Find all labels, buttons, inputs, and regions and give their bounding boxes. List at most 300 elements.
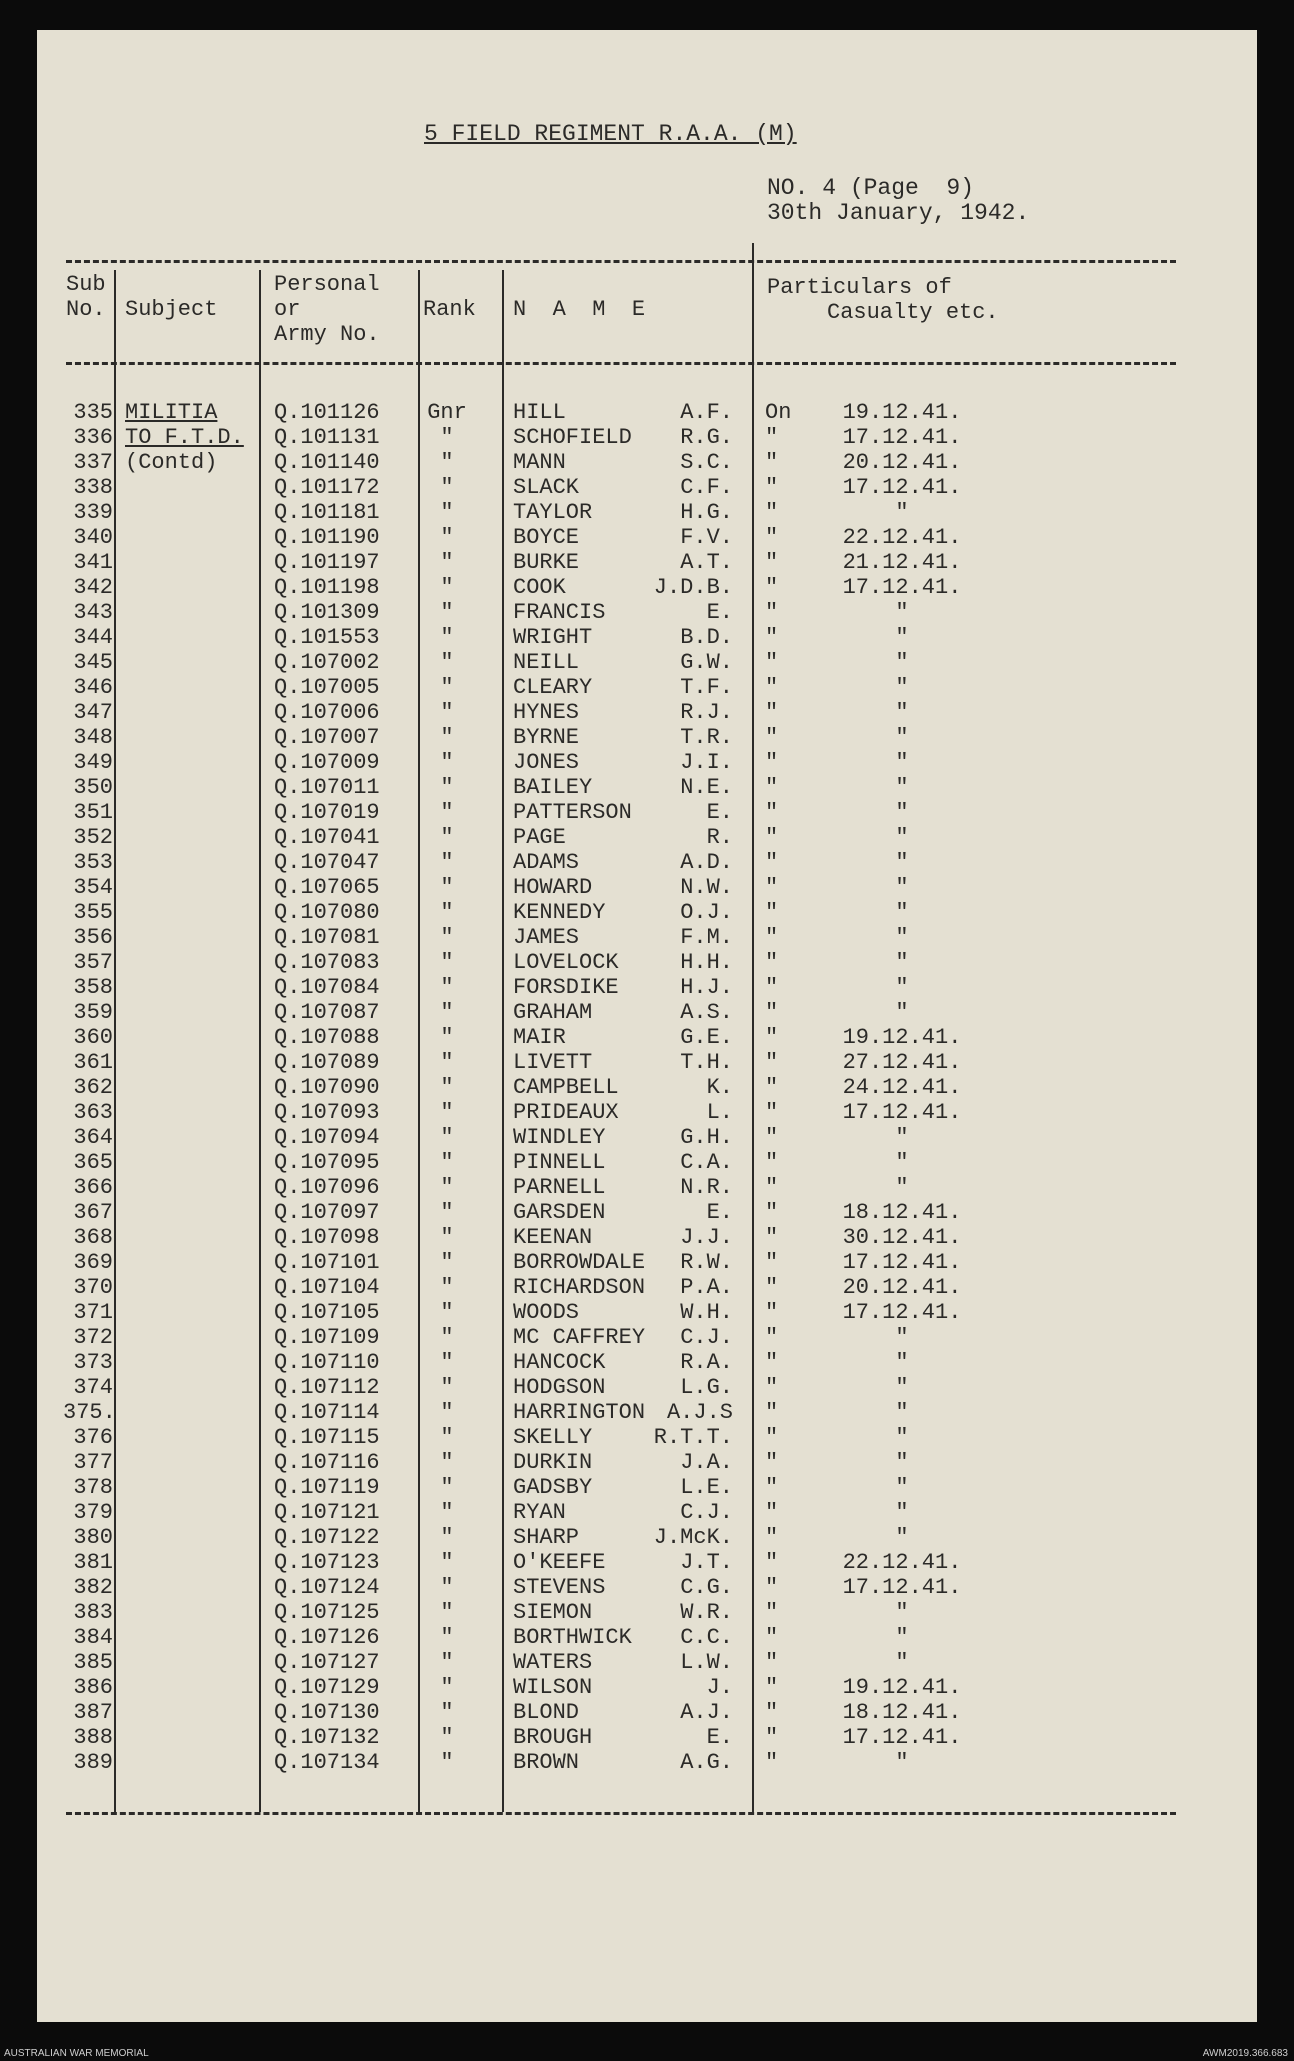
rank: " bbox=[440, 425, 454, 450]
header-name: N A M E bbox=[513, 297, 646, 322]
sub-no: 363 bbox=[73, 1100, 113, 1125]
casualty-prefix: " bbox=[765, 1625, 779, 1650]
casualty-prefix: " bbox=[765, 1025, 779, 1050]
rank: " bbox=[440, 900, 454, 925]
table-row bbox=[37, 1325, 1257, 1350]
casualty-date: 19.12.41. bbox=[842, 1025, 962, 1050]
casualty-prefix: " bbox=[765, 450, 779, 475]
casualty-prefix: " bbox=[765, 1200, 779, 1225]
casualty-date: " bbox=[895, 1175, 909, 1200]
casualty-date: 24.12.41. bbox=[842, 1075, 962, 1100]
casualty-prefix: " bbox=[765, 500, 779, 525]
casualty-prefix: " bbox=[765, 1750, 779, 1775]
army-no: Q.107009 bbox=[274, 750, 380, 775]
surname: BOYCE bbox=[513, 525, 580, 550]
casualty-prefix: " bbox=[765, 1700, 779, 1725]
surname: CLEARY bbox=[513, 675, 593, 700]
sub-no: 353 bbox=[73, 850, 113, 875]
sub-no: 386 bbox=[73, 1675, 113, 1700]
rank: " bbox=[440, 1625, 454, 1650]
initials: S.C. bbox=[680, 450, 733, 475]
casualty-date: " bbox=[895, 750, 909, 775]
army-no: Q.107041 bbox=[274, 825, 380, 850]
table-row bbox=[37, 950, 1257, 975]
sub-no: 362 bbox=[73, 1075, 113, 1100]
surname: JAMES bbox=[513, 925, 580, 950]
initials: C.A. bbox=[680, 1150, 733, 1175]
casualty-prefix: " bbox=[765, 1575, 779, 1600]
casualty-prefix: " bbox=[765, 1050, 779, 1075]
initials: E. bbox=[706, 600, 733, 625]
surname: SHARP bbox=[513, 1525, 580, 1550]
sub-no: 339 bbox=[73, 500, 113, 525]
casualty-prefix: " bbox=[765, 1400, 779, 1425]
initials: L. bbox=[706, 1100, 733, 1125]
document-page bbox=[37, 30, 1257, 2022]
initials: J.A. bbox=[680, 1450, 733, 1475]
header-particulars: Particulars of bbox=[767, 275, 952, 300]
rank: " bbox=[440, 675, 454, 700]
casualty-date: 17.12.41. bbox=[842, 575, 962, 600]
sub-no: 350 bbox=[73, 775, 113, 800]
surname: NEILL bbox=[513, 650, 580, 675]
rank: " bbox=[440, 625, 454, 650]
surname: SLACK bbox=[513, 475, 580, 500]
casualty-prefix: " bbox=[765, 1250, 779, 1275]
rank: " bbox=[440, 1375, 454, 1400]
army-no: Q.107114 bbox=[274, 1400, 380, 1425]
casualty-date: 21.12.41. bbox=[842, 550, 962, 575]
sub-no: 379 bbox=[73, 1500, 113, 1525]
surname: COOK bbox=[513, 575, 566, 600]
surname: BROUGH bbox=[513, 1725, 593, 1750]
casualty-prefix: " bbox=[765, 1175, 779, 1200]
initials: J.I. bbox=[680, 750, 733, 775]
sub-no: 344 bbox=[73, 625, 113, 650]
initials: R.A. bbox=[680, 1350, 733, 1375]
initials: F.V. bbox=[680, 525, 733, 550]
rank: " bbox=[440, 575, 454, 600]
table-row bbox=[37, 1750, 1257, 1775]
casualty-prefix: " bbox=[765, 1350, 779, 1375]
army-no: Q.107090 bbox=[274, 1075, 380, 1100]
casualty-date: " bbox=[895, 625, 909, 650]
casualty-prefix: " bbox=[765, 525, 779, 550]
surname: PINNELL bbox=[513, 1150, 606, 1175]
initials: C.C. bbox=[680, 1625, 733, 1650]
army-no: Q.101309 bbox=[274, 600, 380, 625]
rank: " bbox=[440, 1050, 454, 1075]
header-rank: Rank bbox=[423, 297, 476, 322]
rank: " bbox=[440, 1450, 454, 1475]
table-row bbox=[37, 1375, 1257, 1400]
table-row bbox=[37, 1675, 1257, 1700]
sub-no: 349 bbox=[73, 750, 113, 775]
rank: " bbox=[440, 1150, 454, 1175]
table-row bbox=[37, 800, 1257, 825]
table-row bbox=[37, 625, 1257, 650]
casualty-date: 17.12.41. bbox=[842, 425, 962, 450]
rank: " bbox=[440, 1500, 454, 1525]
sub-no: 358 bbox=[73, 975, 113, 1000]
casualty-date: " bbox=[895, 900, 909, 925]
table-row bbox=[37, 1175, 1257, 1200]
casualty-date: 19.12.41. bbox=[842, 400, 962, 425]
army-no: Q.107007 bbox=[274, 725, 380, 750]
table-row bbox=[37, 1250, 1257, 1275]
initials: T.R. bbox=[680, 725, 733, 750]
casualty-prefix: " bbox=[765, 1475, 779, 1500]
casualty-prefix: " bbox=[765, 550, 779, 575]
header-no: No. bbox=[66, 297, 106, 322]
sub-no: 372 bbox=[73, 1325, 113, 1350]
army-no: Q.107127 bbox=[274, 1650, 380, 1675]
initials: R.G. bbox=[680, 425, 733, 450]
army-no: Q.107094 bbox=[274, 1125, 380, 1150]
initials: H.J. bbox=[680, 975, 733, 1000]
initials: A.F. bbox=[680, 400, 733, 425]
casualty-date: " bbox=[895, 1525, 909, 1550]
initials: P.A. bbox=[680, 1275, 733, 1300]
surname: PRIDEAUX bbox=[513, 1100, 619, 1125]
surname: WOODS bbox=[513, 1300, 580, 1325]
initials: H.H. bbox=[680, 950, 733, 975]
rank: " bbox=[440, 1000, 454, 1025]
surname: DURKIN bbox=[513, 1450, 593, 1475]
army-no: Q.107019 bbox=[274, 800, 380, 825]
initials: L.G. bbox=[680, 1375, 733, 1400]
surname: HILL bbox=[513, 400, 566, 425]
rank: " bbox=[440, 1475, 454, 1500]
initials: H.G. bbox=[680, 500, 733, 525]
sub-no: 377 bbox=[73, 1450, 113, 1475]
header-sub: Sub bbox=[66, 272, 106, 297]
army-no: Q.107123 bbox=[274, 1550, 380, 1575]
rank: " bbox=[440, 1200, 454, 1225]
sub-no: 356 bbox=[73, 925, 113, 950]
casualty-date: " bbox=[895, 1150, 909, 1175]
table-row bbox=[37, 1150, 1257, 1175]
rank: " bbox=[440, 1425, 454, 1450]
army-no: Q.107011 bbox=[274, 775, 380, 800]
army-no: Q.107122 bbox=[274, 1525, 380, 1550]
sub-no: 341 bbox=[73, 550, 113, 575]
table-row bbox=[37, 1350, 1257, 1375]
sub-no: 369 bbox=[73, 1250, 113, 1275]
initials: N.R. bbox=[680, 1175, 733, 1200]
table-row bbox=[37, 975, 1257, 1000]
casualty-date: 17.12.41. bbox=[842, 1575, 962, 1600]
table-row bbox=[37, 1550, 1257, 1575]
army-no: Q.107089 bbox=[274, 1050, 380, 1075]
casualty-prefix: " bbox=[765, 975, 779, 1000]
casualty-date: " bbox=[895, 950, 909, 975]
table-top-rule bbox=[66, 260, 1176, 263]
casualty-date: " bbox=[895, 675, 909, 700]
casualty-prefix: " bbox=[765, 1525, 779, 1550]
casualty-date: 19.12.41. bbox=[842, 1675, 962, 1700]
page-reference: NO. 4 (Page 9) bbox=[767, 175, 975, 201]
army-no: Q.107134 bbox=[274, 1750, 380, 1775]
sub-no: 389 bbox=[73, 1750, 113, 1775]
surname: HARRINGTON bbox=[513, 1400, 646, 1425]
rank: " bbox=[440, 1025, 454, 1050]
army-no: Q.107084 bbox=[274, 975, 380, 1000]
initials: R.J. bbox=[680, 700, 733, 725]
casualty-date: 18.12.41. bbox=[842, 1700, 962, 1725]
document-date: 30th January, 1942. bbox=[767, 200, 1030, 226]
casualty-date: 18.12.41. bbox=[842, 1200, 962, 1225]
header-bottom-rule bbox=[66, 362, 1176, 365]
initials: A.G. bbox=[680, 1750, 733, 1775]
sub-no: 357 bbox=[73, 950, 113, 975]
sub-no: 336 bbox=[73, 425, 113, 450]
casualty-prefix: " bbox=[765, 850, 779, 875]
casualty-date: 30.12.41. bbox=[842, 1225, 962, 1250]
army-no: Q.101172 bbox=[274, 475, 380, 500]
rank: " bbox=[440, 1525, 454, 1550]
surname: BROWN bbox=[513, 1750, 580, 1775]
rank: " bbox=[440, 500, 454, 525]
army-no: Q.107096 bbox=[274, 1175, 380, 1200]
surname: O'KEEFE bbox=[513, 1550, 606, 1575]
rank: " bbox=[440, 1175, 454, 1200]
surname: FRANCIS bbox=[513, 600, 606, 625]
surname: HODGSON bbox=[513, 1375, 606, 1400]
rank: " bbox=[440, 525, 454, 550]
casualty-date: " bbox=[895, 725, 909, 750]
initials: L.E. bbox=[680, 1475, 733, 1500]
table-row bbox=[37, 575, 1257, 600]
casualty-date: " bbox=[895, 850, 909, 875]
initials: J.T. bbox=[680, 1550, 733, 1575]
table-row bbox=[37, 1600, 1257, 1625]
sub-no: 352 bbox=[73, 825, 113, 850]
surname: ADAMS bbox=[513, 850, 580, 875]
rank: " bbox=[440, 925, 454, 950]
sub-no: 366 bbox=[73, 1175, 113, 1200]
sub-no: 374 bbox=[73, 1375, 113, 1400]
army-no: Q.107129 bbox=[274, 1675, 380, 1700]
sub-no: 388 bbox=[73, 1725, 113, 1750]
army-no: Q.107005 bbox=[274, 675, 380, 700]
table-row bbox=[37, 900, 1257, 925]
rank: " bbox=[440, 1725, 454, 1750]
army-no: Q.107115 bbox=[274, 1425, 380, 1450]
casualty-date: " bbox=[895, 1475, 909, 1500]
rank: " bbox=[440, 1300, 454, 1325]
army-no: Q.107065 bbox=[274, 875, 380, 900]
casualty-prefix: On bbox=[765, 400, 792, 425]
header-subject: Subject bbox=[125, 297, 218, 322]
casualty-date: " bbox=[895, 650, 909, 675]
army-no: Q.107119 bbox=[274, 1475, 380, 1500]
table-row bbox=[37, 1300, 1257, 1325]
table-row bbox=[37, 650, 1257, 675]
casualty-date: " bbox=[895, 1325, 909, 1350]
header-army-no: Army No. bbox=[274, 322, 380, 347]
initials: E. bbox=[706, 800, 733, 825]
sub-no: 361 bbox=[73, 1050, 113, 1075]
surname: WILSON bbox=[513, 1675, 593, 1700]
army-no: Q.101197 bbox=[274, 550, 380, 575]
surname: RICHARDSON bbox=[513, 1275, 646, 1300]
surname: TAYLOR bbox=[513, 500, 593, 525]
initials: A.S. bbox=[680, 1000, 733, 1025]
rank: " bbox=[440, 1600, 454, 1625]
initials: J.D.B. bbox=[653, 575, 733, 600]
army-no: Q.107132 bbox=[274, 1725, 380, 1750]
rank: " bbox=[440, 950, 454, 975]
rank: " bbox=[440, 1250, 454, 1275]
table-row bbox=[37, 675, 1257, 700]
surname: BURKE bbox=[513, 550, 580, 575]
initials: N.E. bbox=[680, 775, 733, 800]
army-no: Q.101126 bbox=[274, 400, 380, 425]
casualty-date: " bbox=[895, 800, 909, 825]
army-no: Q.101553 bbox=[274, 625, 380, 650]
initials: L.W. bbox=[680, 1650, 733, 1675]
initials: O.J. bbox=[680, 900, 733, 925]
table-row bbox=[37, 1650, 1257, 1675]
document-title: 5 FIELD REGIMENT R.A.A. (M) bbox=[424, 121, 797, 147]
table-row bbox=[37, 825, 1257, 850]
table-row bbox=[37, 550, 1257, 575]
rank: " bbox=[440, 1225, 454, 1250]
casualty-date: " bbox=[895, 1425, 909, 1450]
casualty-date: 17.12.41. bbox=[842, 1300, 962, 1325]
rank: " bbox=[440, 1750, 454, 1775]
surname: CAMPBELL bbox=[513, 1075, 619, 1100]
initials: A.J. bbox=[680, 1700, 733, 1725]
table-row bbox=[37, 1725, 1257, 1750]
table-bottom-rule bbox=[66, 1812, 1176, 1815]
casualty-prefix: " bbox=[765, 825, 779, 850]
casualty-prefix: " bbox=[765, 1300, 779, 1325]
initials: C.F. bbox=[680, 475, 733, 500]
sub-no: 355 bbox=[73, 900, 113, 925]
rank: " bbox=[440, 800, 454, 825]
surname: HOWARD bbox=[513, 875, 593, 900]
rank: " bbox=[440, 1650, 454, 1675]
casualty-prefix: " bbox=[765, 1375, 779, 1400]
table-row bbox=[37, 1125, 1257, 1150]
header-personal: Personal bbox=[274, 272, 380, 297]
table-row bbox=[37, 1625, 1257, 1650]
sub-no: 342 bbox=[73, 575, 113, 600]
surname: MC CAFFREY bbox=[513, 1325, 646, 1350]
casualty-prefix: " bbox=[765, 725, 779, 750]
rank: " bbox=[440, 1550, 454, 1575]
rank: " bbox=[440, 1075, 454, 1100]
casualty-prefix: " bbox=[765, 1100, 779, 1125]
surname: BORROWDALE bbox=[513, 1250, 646, 1275]
casualty-prefix: " bbox=[765, 1675, 779, 1700]
table-row bbox=[37, 700, 1257, 725]
initials: K. bbox=[706, 1075, 733, 1100]
surname: BLOND bbox=[513, 1700, 580, 1725]
sub-no: 364 bbox=[73, 1125, 113, 1150]
rank: " bbox=[440, 975, 454, 1000]
army-no: Q.107105 bbox=[274, 1300, 380, 1325]
initials: W.H. bbox=[680, 1300, 733, 1325]
casualty-date: 27.12.41. bbox=[842, 1050, 962, 1075]
casualty-prefix: " bbox=[765, 1450, 779, 1475]
surname: FORSDIKE bbox=[513, 975, 619, 1000]
rank: " bbox=[440, 1275, 454, 1300]
casualty-date: " bbox=[895, 1375, 909, 1400]
army-no: Q.107093 bbox=[274, 1100, 380, 1125]
rank: " bbox=[440, 650, 454, 675]
army-no: Q.101190 bbox=[274, 525, 380, 550]
army-no: Q.107110 bbox=[274, 1350, 380, 1375]
casualty-prefix: " bbox=[765, 1275, 779, 1300]
surname: RYAN bbox=[513, 1500, 566, 1525]
table-row bbox=[37, 400, 1257, 425]
army-no: Q.107081 bbox=[274, 925, 380, 950]
initials: G.E. bbox=[680, 1025, 733, 1050]
casualty-date: 17.12.41. bbox=[842, 1250, 962, 1275]
casualty-prefix: " bbox=[765, 1650, 779, 1675]
casualty-prefix: " bbox=[765, 1125, 779, 1150]
casualty-prefix: " bbox=[765, 625, 779, 650]
casualty-date: " bbox=[895, 600, 909, 625]
army-no: Q.107112 bbox=[274, 1375, 380, 1400]
casualty-date: " bbox=[895, 1350, 909, 1375]
initials: E. bbox=[706, 1725, 733, 1750]
casualty-prefix: " bbox=[765, 475, 779, 500]
casualty-prefix: " bbox=[765, 1225, 779, 1250]
surname: WINDLEY bbox=[513, 1125, 606, 1150]
sub-no: 380 bbox=[73, 1525, 113, 1550]
initials: G.H. bbox=[680, 1125, 733, 1150]
rank: " bbox=[440, 600, 454, 625]
surname: GRAHAM bbox=[513, 1000, 593, 1025]
initials: J. bbox=[706, 1675, 733, 1700]
casualty-prefix: " bbox=[765, 750, 779, 775]
table-row bbox=[37, 525, 1257, 550]
table-row bbox=[37, 1200, 1257, 1225]
casualty-prefix: " bbox=[765, 650, 779, 675]
sub-no: 376 bbox=[73, 1425, 113, 1450]
army-no: Q.107087 bbox=[274, 1000, 380, 1025]
casualty-date: 20.12.41. bbox=[842, 450, 962, 475]
sub-no: 385 bbox=[73, 1650, 113, 1675]
army-no: Q.107088 bbox=[274, 1025, 380, 1050]
army-no: Q.107080 bbox=[274, 900, 380, 925]
army-no: Q.101181 bbox=[274, 500, 380, 525]
army-no: Q.107116 bbox=[274, 1450, 380, 1475]
surname: BAILEY bbox=[513, 775, 593, 800]
table-row bbox=[37, 1700, 1257, 1725]
table-row bbox=[37, 475, 1257, 500]
initials: E. bbox=[706, 1200, 733, 1225]
sub-no: 337 bbox=[73, 450, 113, 475]
surname: GARSDEN bbox=[513, 1200, 606, 1225]
table-row bbox=[37, 1100, 1257, 1125]
sub-no: 343 bbox=[73, 600, 113, 625]
surname: BYRNE bbox=[513, 725, 580, 750]
sub-no: 370 bbox=[73, 1275, 113, 1300]
casualty-date: " bbox=[895, 775, 909, 800]
subject-line-3: (Contd) bbox=[125, 450, 218, 475]
footer-accession-number: AWM2019.366.683 bbox=[1202, 2048, 1288, 2059]
casualty-prefix: " bbox=[765, 1075, 779, 1100]
initials: J.McK. bbox=[653, 1525, 733, 1550]
casualty-date: " bbox=[895, 1625, 909, 1650]
casualty-prefix: " bbox=[765, 1000, 779, 1025]
sub-no: 367 bbox=[73, 1200, 113, 1225]
